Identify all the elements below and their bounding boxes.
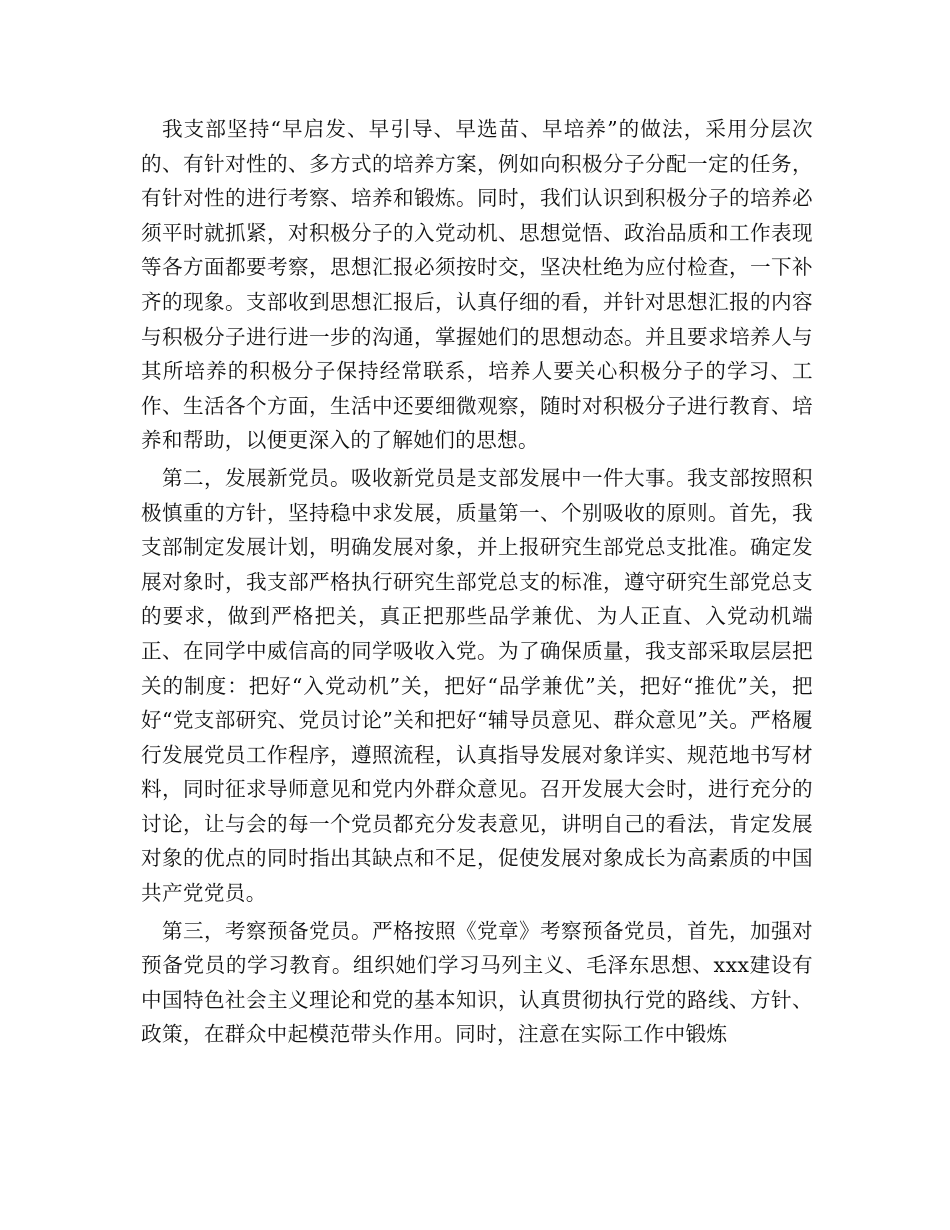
paragraph-activist-training: 我支部坚持“早启发、早引导、早选苗、早培养”的做法，采用分层次的、有针对性的、多方式的培养方案，例如向积极分子分配一定的任务，有针对性的进行考察、培养和锻炼。同时，我们认识到积极分子的培养必须平时就抓紧，对积极分子的入党动机、思想觉悟、政治品质和工作表现等各方面都要考察，思想汇报必须按时交，坚决杜绝为应付检查，一下补齐的现象。支部收到思想汇报后，认真仔细的看，并针对思想汇报的内容与积极分子进行进一步的沟通，掌握她们的思想动态。并且要求培养人与其所培养的积极分子保持经常联系，培养人要关心积极分子的学习、工作、生活各个方面，生活中还要细微观察，随时对积极分子进行教育、培养和帮助，以便更深入的了解她们的思想。 (141, 117, 813, 453)
paragraph-probationary-members: 第三，考察预备党员。严格按照《党章》考察预备党员，首先，加强对预备党员的学习教育。组织她们学习马列主义、毛泽东思想、xxx建设有中国特色社会主义理论和党的基本知识，认真贯彻执行党的路线、方针、政策，在群众中起模范带头作用。同时，注意在实际工作中锻炼 (141, 918, 813, 1047)
paragraph-develop-new-members: 第二，发展新党员。吸收新党员是支部发展中一件大事。我支部按照积极慎重的方针，坚持稳中求发展，质量第一、个别吸收的原则。首先，我支部制定发展计划，明确发展对象，并上报研究生部党总支批准。确定发展对象时，我支部严格执行研究生部党总支的标准，遵守研究生部党总支的要求，做到严格把关，真正把那些品学兼优、为人正直、入党动机端正、在同学中威信高的同学吸收入党。为了确保质量，我支部采取层层把关的制度：把好“入党动机”关，把好“品学兼优”关，把好“推优”关，把好“党支部研究、党员讨论”关和把好“辅导员意见、群众意见”关。严格履行发展党员工作程序，遵照流程，认真指导发展对象详实、规范地书写材料，同时征求导师意见和党内外群众意见。召开发展大会时，进行充分的讨论，让与会的每一个党员都充分发表意见，讲明自己的看法，肯定发展对象的优点的同时指出其缺点和不足，促使发展对象成长为高素质的中国共产党党员。 (141, 465, 813, 906)
document-body (141, 112, 813, 1052)
